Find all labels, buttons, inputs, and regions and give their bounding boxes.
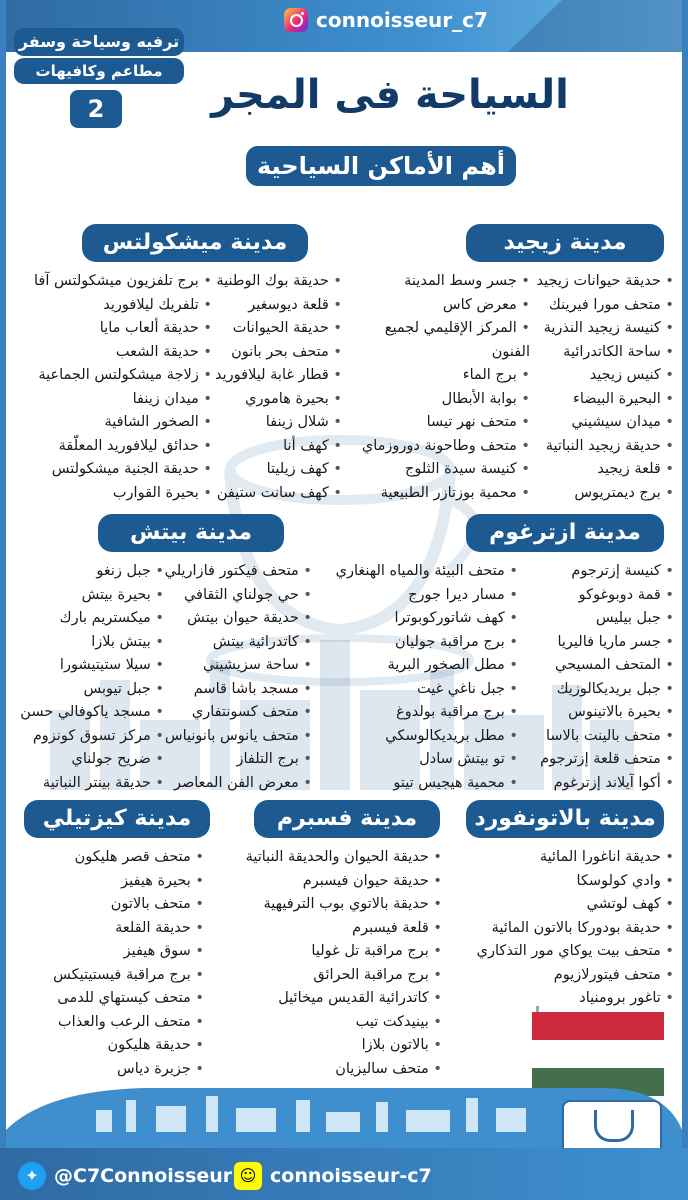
place-item: • جسر ماريا فاليريا	[540, 631, 674, 655]
place-item: • حديقة الحيوانات	[215, 317, 342, 341]
place-item: • مطل الصخور البرية	[336, 654, 518, 678]
place-item: • حدائق ليلافوريد المعلّقة	[34, 435, 212, 459]
place-item: • حديقة القلعة	[53, 917, 204, 941]
place-item: • ضريح جولناي	[20, 748, 164, 772]
place-item: • قلعة زيجيد	[537, 458, 674, 482]
place-item: الفنون	[491, 343, 530, 360]
twitter-handle[interactable]	[18, 1162, 232, 1190]
place-item: • بحيرة هيفيز	[53, 870, 204, 894]
place-item: • بوابة الأبطال	[362, 388, 530, 412]
city-header-pecs: مدينة بيتش	[98, 514, 284, 552]
place-item: • ساحة الكاتدرائية	[537, 341, 674, 365]
place-item: • كهف سانت ستيفن	[215, 482, 342, 506]
place-item: • ميكستريم بارك	[20, 607, 164, 631]
place-item: • برج الماء	[362, 364, 530, 388]
place-item: • مسجد باشا قاسم	[165, 678, 312, 702]
place-item: • حديقة حيوان بيتش	[165, 607, 312, 631]
place-item: • كهف أنا	[215, 435, 342, 459]
place-item: • كاتدرائية بيتش	[165, 631, 312, 655]
place-item: • جبل ناغي غيت	[336, 678, 518, 702]
place-item: • بحيرة بالاتينوس	[540, 701, 674, 725]
keszthely-list	[53, 846, 204, 1081]
place-item: • برج مراقبة جوليان	[336, 631, 518, 655]
place-item: • معرض الفن المعاصر	[165, 772, 312, 796]
veszprem-list	[246, 846, 442, 1081]
city-header-esztergom: مدينة ازترغوم	[466, 514, 664, 552]
place-item: • بحيرة القوارب	[34, 482, 212, 506]
place-item: • تو بيتش سادل	[336, 748, 518, 772]
place-item: • سيلا ستيتيشورا	[20, 654, 164, 678]
place-item: • حديقة حيوانات زيجيد	[537, 270, 674, 294]
esztergom-list-1	[540, 560, 674, 795]
place-item: • زلاجة ميشكولتس الجماعية	[34, 364, 212, 388]
instagram-handle[interactable]	[284, 8, 488, 32]
place-item: • حديقة ألعاب مايا	[34, 317, 212, 341]
place-item: • متحف الرعب والعذاب	[53, 1011, 204, 1035]
place-item: • مسجد ياكوفالي حسن	[20, 701, 164, 725]
pecs-list-1	[165, 560, 312, 795]
place-item: • كنيس زيجيد	[537, 364, 674, 388]
place-item: • برج تلفزيون ميشكولتس آفا	[34, 270, 212, 294]
place-item: • بحيرة بيتش	[20, 584, 164, 608]
place-item: • كهف زيليتا	[215, 458, 342, 482]
place-item: • محمية هيجيس تيتو	[336, 772, 518, 796]
tag-line-2: مطاعم وكافيهات	[14, 58, 184, 84]
place-item: • حديقة الحيوان والحديقة النباتية	[246, 846, 442, 870]
place-item: • برج التلفاز	[165, 748, 312, 772]
place-item: • جبل زنغو	[20, 560, 164, 584]
place-item: • تاغور برومنياد	[477, 987, 674, 1011]
place-item: • أكوا آيلاند إزترغوم	[540, 772, 674, 796]
place-item: • متحف يانوس بانونياس	[165, 725, 312, 749]
place-item: • حديقة اناغورا المائية	[477, 846, 674, 870]
place-item: • مسار ديرا جورج	[336, 584, 518, 608]
pecs-list-2	[20, 560, 164, 795]
place-item: • بيتش بلازا	[20, 631, 164, 655]
place-item: • بحيرة هاموري	[215, 388, 342, 412]
place-item: • متحف كسونتفاري	[165, 701, 312, 725]
place-item: • ميدان زينفا	[34, 388, 212, 412]
place-item: • جسر وسط المدينة	[362, 270, 530, 294]
place-item: • بينيدكت تيب	[246, 1011, 442, 1035]
place-item: • قلعة ديوسغير	[215, 294, 342, 318]
place-item: • برج مراقبة تل غوليا	[246, 940, 442, 964]
page-subtitle: أهم الأماكن السياحية	[246, 146, 516, 186]
place-item: • جزيرة دياس	[53, 1058, 204, 1082]
place-item: • ميدان سيشيني	[537, 411, 674, 435]
place-item: • متحف وطاحونة دوروزماي	[362, 435, 530, 459]
place-item: • جبل بيليس	[540, 607, 674, 631]
miskolc-list-2	[34, 270, 212, 505]
place-item: • وادي كولوسكا	[477, 870, 674, 894]
place-item: • متحف بالاتون	[53, 893, 204, 917]
place-item: • قلعة فيسبرم	[246, 917, 442, 941]
place-item: • متحف مورا فيرينك	[537, 294, 674, 318]
miskolc-list-1	[215, 270, 342, 505]
coffee-cup-icon	[594, 1110, 634, 1142]
place-item: • برج مراقبة بولدوغ	[336, 701, 518, 725]
instagram-icon	[284, 8, 308, 32]
place-item: • كهف شاتوركوبوترا	[336, 607, 518, 631]
place-item: • متحف كيستهاي للدمى	[53, 987, 204, 1011]
place-item: • حديقة بالاتوي بوب الترفيهية	[246, 893, 442, 917]
page-title: السياحة فى المجر	[211, 72, 569, 118]
place-item: • حديقة الجنية ميشكولتس	[34, 458, 212, 482]
balatonfured-list	[477, 846, 674, 1011]
place-item: • محمية بوزتازر الطبيعية	[362, 482, 530, 506]
place-item: • برج مراقبة الحرائق	[246, 964, 442, 988]
city-header-miskolc: مدينة ميشكولتس	[82, 224, 308, 262]
place-item: • مطل بريديكالوسكي	[336, 725, 518, 749]
zeged-list-2	[362, 270, 530, 505]
left-border	[0, 0, 6, 1200]
place-item: • مركز تسوق كونزوم	[20, 725, 164, 749]
place-item: • حديقة الشعب	[34, 341, 212, 365]
place-item: • حديقة بينتر النباتية	[20, 772, 164, 796]
snapchat-handle[interactable]	[234, 1162, 432, 1190]
place-item: • برج مراقبة فيستيتيكس	[53, 964, 204, 988]
place-item: • المركز الإقليمي لجميع	[362, 317, 530, 341]
place-item: • بالاتون بلازا	[246, 1034, 442, 1058]
place-item: • حديقة هليكون	[53, 1034, 204, 1058]
place-item: • تلفريك ليلافوريد	[34, 294, 212, 318]
part-number: 2	[70, 90, 122, 128]
place-item: • متحف فيكتور فازاريلي	[165, 560, 312, 584]
esztergom-list-2	[336, 560, 518, 795]
place-item: • المتحف المسيحي	[540, 654, 674, 678]
place-item: • كنيسة إزترجوم	[540, 560, 674, 584]
place-item: • برج ديمتريوس	[537, 482, 674, 506]
place-item: • معرض كاس	[362, 294, 530, 318]
city-header-zeged: مدينة زيجيد	[466, 224, 664, 262]
instagram-handle-text: connoisseur_c7	[316, 8, 488, 32]
place-item: • متحف قصر هليكون	[53, 846, 204, 870]
snapchat-handle-text: connoisseur-c7	[270, 1165, 432, 1187]
place-item: • كاتدرائية القديس ميخائيل	[246, 987, 442, 1011]
place-item: • متحف فيتورلازيوم	[477, 964, 674, 988]
place-item: • متحف بالينت بالاسا	[540, 725, 674, 749]
twitter-handle-text: @C7Connoisseur	[54, 1165, 233, 1187]
place-item: • حديقة زيجيد النباتية	[537, 435, 674, 459]
place-item: • قطار غابة ليلافوريد	[215, 364, 342, 388]
place-item: • شلال زينفا	[215, 411, 342, 435]
place-item: • قمة دوبوغوكو	[540, 584, 674, 608]
place-item: • جبل بريديكالوزيك	[540, 678, 674, 702]
place-item: • الصخور الشافية	[34, 411, 212, 435]
twitter-icon: ✦	[18, 1162, 46, 1190]
place-item: • جبل تيوبس	[20, 678, 164, 702]
place-item: • متحف نهر تيسا	[362, 411, 530, 435]
place-item: • كهف لوتشي	[477, 893, 674, 917]
place-item: • متحف قلعة إزترجوم	[540, 748, 674, 772]
snapchat-icon: ☺	[234, 1162, 262, 1190]
place-item: • حي جولناي الثقافي	[165, 584, 312, 608]
place-item: • حديقة بوك الوطنية	[215, 270, 342, 294]
place-item: • كنيسة سيدة الثلوج	[362, 458, 530, 482]
city-header-balatonfured: مدينة بالاتونفورد	[466, 800, 664, 838]
place-item: • متحف ساليزيان	[246, 1058, 442, 1082]
place-item: • متحف بحر بانون	[215, 341, 342, 365]
city-header-veszprem: مدينة فسبرم	[254, 800, 440, 838]
tag-line-1: ترفيه وسياحة وسفر	[14, 28, 184, 56]
place-item: • ساحة سزيشيني	[165, 654, 312, 678]
place-item: • البحيرة البيضاء	[537, 388, 674, 412]
right-border	[682, 0, 688, 1200]
place-item: • متحف البيئة والمياه الهنغاري	[336, 560, 518, 584]
place-item: • سوق هيفيز	[53, 940, 204, 964]
zeged-list-1	[537, 270, 674, 505]
city-header-keszthely: مدينة كيزتيلي	[24, 800, 210, 838]
place-item: • كنيسة زيجيد النذرية	[537, 317, 674, 341]
place-item: • حديقة حيوان فيسبرم	[246, 870, 442, 894]
place-item: • متحف بيت يوكاي مور التذكاري	[477, 940, 674, 964]
place-item: • حديقة بودوركا بالاتون المائية	[477, 917, 674, 941]
